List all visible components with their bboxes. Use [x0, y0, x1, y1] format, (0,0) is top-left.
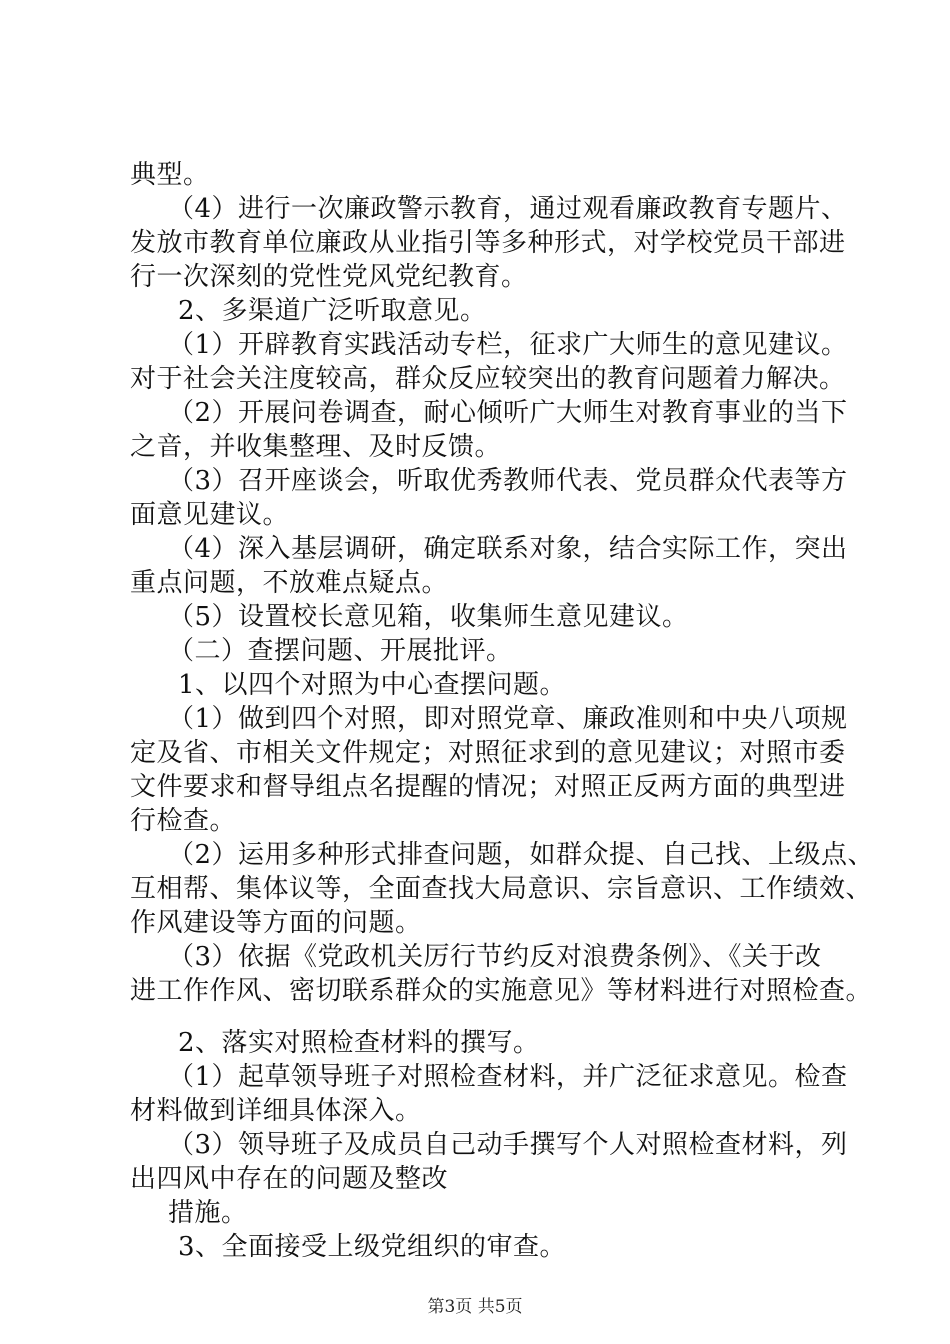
text-line: 2、落实对照检查材料的撰写。 — [178, 1028, 540, 1058]
text-line: 面意见建议。 — [130, 500, 290, 530]
text-line: （1）开辟教育实践活动专栏，征求广大师生的意见建议。 — [168, 330, 848, 360]
text-line: 对于社会关注度较高，群众反应较突出的教育问题着力解决。 — [130, 364, 846, 394]
text-line: 重点问题，不放难点疑点。 — [130, 568, 449, 598]
text-line: 互相帮、集体议等，全面查找大局意识、宗旨意识、工作绩效、 — [130, 874, 873, 904]
text-line: 行检查。 — [130, 806, 237, 836]
text-line: 文件要求和督导组点名提醒的情况；对照正反两方面的典型进 — [130, 772, 846, 802]
text-line: 之音，并收集整理、及时反馈。 — [130, 432, 502, 462]
text-line: （5）设置校长意见箱，收集师生意见建议。 — [168, 602, 689, 632]
text-line: 定及省、市相关文件规定；对照征求到的意见建议；对照市委 — [130, 738, 846, 768]
text-line: 措施。 — [168, 1198, 248, 1228]
text-line: 出四风中存在的问题及整改 — [130, 1164, 449, 1194]
text-line: 发放市教育单位廉政从业指引等多种形式，对学校党员干部进 — [130, 228, 846, 258]
text-line: （3）召开座谈会，听取优秀教师代表、党员群众代表等方 — [168, 466, 848, 496]
text-line: （1）做到四个对照，即对照党章、廉政准则和中央八项规 — [168, 704, 848, 734]
text-line: 材料做到详细具体深入。 — [130, 1096, 422, 1126]
text-line: （3）依据《党政机关厉行节约反对浪费条例》、《关于改 — [168, 942, 822, 972]
text-line: （3）领导班子及成员自己动手撰写个人对照检查材料，列 — [168, 1130, 848, 1160]
text-line: 典型。 — [130, 160, 210, 190]
text-line: （二）查摆问题、开展批评。 — [168, 636, 513, 666]
text-line: （4）深入基层调研，确定联系对象，结合实际工作，突出 — [168, 534, 848, 564]
text-line: （4）进行一次廉政警示教育，通过观看廉政教育专题片、 — [168, 194, 848, 224]
text-line: 1、以四个对照为中心查摆问题。 — [178, 670, 567, 700]
text-line: 进工作作风、密切联系群众的实施意见》等材料进行对照检查。 — [130, 976, 873, 1006]
text-line: （2）运用多种形式排查问题，如群众提、自己找、上级点、 — [168, 840, 875, 870]
text-line: （1）起草领导班子对照检查材料，并广泛征求意见。检查 — [168, 1062, 848, 1092]
text-line: （2）开展问卷调查，耐心倾听广大师生对教育事业的当下 — [168, 398, 848, 428]
text-line: 行一次深刻的党性党风党纪教育。 — [130, 262, 528, 292]
text-line: 3、全面接受上级党组织的审查。 — [178, 1232, 567, 1262]
text-line: 2、多渠道广泛听取意见。 — [178, 296, 487, 326]
page-number-footer: 第3页 共5页 — [427, 1297, 523, 1317]
text-line: 作风建设等方面的问题。 — [130, 908, 422, 938]
